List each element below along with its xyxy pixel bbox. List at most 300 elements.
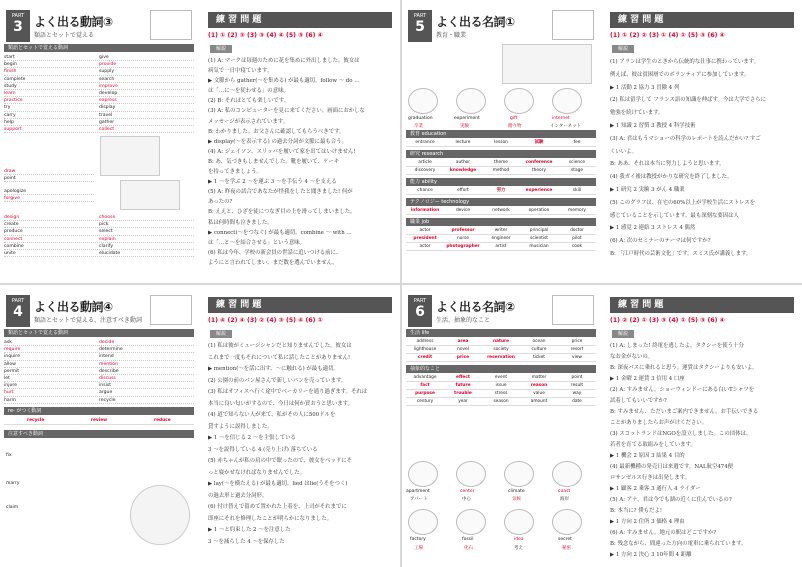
line: ▶ 1 〜を学ぶ 2 〜を運ぶ 3 〜を手伝う 4 〜を支える [208, 179, 337, 186]
line: 感じていることを示しています。最も深刻な要因は人 [610, 212, 739, 219]
table-row [406, 346, 596, 354]
table-row [406, 139, 596, 147]
word: lighthouse [413, 347, 437, 352]
word-row [4, 250, 194, 257]
section-header: 抽象的なこと [406, 365, 596, 373]
word: permit [4, 368, 20, 374]
exercise-page-part5 [602, 0, 802, 283]
word: provide [99, 62, 117, 68]
word: travel [99, 112, 113, 118]
part-number: 6 [415, 304, 425, 320]
word-list [4, 168, 94, 182]
word: point [4, 176, 16, 182]
word-row [4, 236, 194, 243]
word: fee [573, 140, 581, 145]
word-row [4, 175, 94, 182]
word: unite [4, 250, 16, 256]
illustration [100, 136, 160, 176]
vocab-page-part6 [402, 285, 602, 567]
word: try [4, 105, 11, 111]
word: describe [99, 368, 119, 374]
word: information [410, 208, 440, 213]
word: resort [570, 347, 584, 352]
caption: center [460, 489, 475, 494]
table-row [406, 227, 596, 235]
line: なお金がないの。 [610, 354, 653, 360]
word-list [4, 214, 194, 257]
study-checkbox[interactable] [552, 295, 594, 325]
line: (1) A: しまった! 終電を逃したよ。タクシーを使う十分 [610, 343, 744, 349]
line: ▶ connect(〜をつなぐ) が最も適切。combine 〜 with … [208, 229, 352, 236]
word: effect [456, 375, 470, 380]
explanation-text [610, 341, 796, 561]
word-table [4, 417, 194, 425]
word-row [4, 83, 194, 90]
word: writer [494, 228, 508, 233]
word-row [4, 188, 94, 195]
line: これまで一度もそれについて私に話したことがありません! [208, 354, 351, 361]
explanation-text [208, 341, 394, 548]
spread-part4 [0, 285, 400, 567]
line: ▶ display(〜を表示する) の過去分詞が文脈に最も合う。 [208, 138, 347, 145]
line: (3) 私はオフィスへ行く途中でベーカリーを通り過ぎます。それは [208, 389, 368, 395]
caption-translation: 中心 [462, 497, 471, 502]
word: date [572, 399, 582, 404]
line: 即座にそれを修理したことが明らかになりました。 [208, 515, 332, 522]
caption-translation: 化石 [464, 546, 473, 551]
line: (2) 私は留学して フランス語の知識を伸ばす。今は大学でさらに [610, 97, 767, 104]
word-row [4, 353, 194, 360]
word: apologize [4, 189, 27, 194]
caption: fossil [462, 537, 474, 542]
exercise-title: 練 習 問 題 [610, 297, 794, 313]
word: value [533, 391, 545, 396]
table-row [406, 338, 596, 346]
line: ロサンゼルス行きは出発します。 [610, 475, 690, 481]
word-row [4, 68, 194, 75]
word: engineer [491, 236, 511, 241]
section-header: 類語とセットで覚える動詞 [4, 44, 194, 52]
line: 病気で一日中寝ています。 [208, 68, 273, 75]
word-row [4, 361, 194, 368]
spread-part5 [402, 0, 802, 283]
part-label: PART [11, 13, 25, 19]
word: connect [4, 236, 23, 242]
illustration-thumb [408, 461, 438, 487]
word-row [4, 339, 194, 346]
section-header: 生活 life [406, 329, 596, 337]
illustration [120, 180, 180, 210]
word: display [99, 105, 116, 111]
illustration-thumb [456, 509, 486, 535]
line: 貸すように説得しました。 [208, 423, 273, 430]
word: society [493, 347, 509, 352]
caption: internet [552, 116, 570, 121]
word: explain [99, 236, 116, 242]
word: memory [568, 208, 586, 213]
word: ticket [533, 355, 545, 360]
caption: gift [510, 116, 518, 121]
line: ▶ 1 機会 2 原因 3 結果 4 目的 [610, 453, 685, 459]
word: 試験 [534, 140, 544, 145]
word: stage [571, 168, 583, 173]
word: clarify [99, 243, 114, 249]
word: fact [420, 383, 430, 388]
line: の過去形と過去分詞形。 [208, 492, 268, 499]
word: author [455, 160, 471, 165]
word: gather [99, 119, 115, 125]
word: produce [4, 229, 23, 235]
exercise-title: 練 習 問 題 [208, 297, 392, 313]
page-subtitle: 生活、抽象的なこと [436, 317, 491, 324]
illustration [130, 485, 190, 545]
word: doctor [570, 228, 584, 233]
word: cook [571, 244, 583, 249]
word: experience [525, 188, 553, 193]
line: ▶ lay(〜を横たえる) が最も適切。lied はlie(うそをつく) [208, 481, 348, 487]
spread-part6 [402, 285, 802, 567]
word: science [568, 160, 586, 165]
word: photographer [446, 244, 480, 249]
line: ようにと言われてしまい、まだ数を選んでいません。 [208, 259, 338, 266]
answer-row: (1) ① (2) ③ (3) ③ (4) ④ (5) ③ (6) ④ [208, 32, 323, 39]
word-row [4, 375, 194, 382]
illustration-thumb [552, 88, 582, 114]
page-title: よく出る動詞④ [34, 300, 113, 314]
word: area [457, 339, 469, 344]
word-row [4, 61, 194, 68]
word: support [4, 126, 22, 132]
line: (1) アランは学生のときから伝統的な仕事に携わっています。 [610, 59, 760, 65]
illustration-thumb [408, 509, 438, 535]
line: ▶ 1 〜を信じる 2 〜を主張している [208, 435, 296, 441]
line: (5) このグラフは、在宅の60%以上が学校生活にストレスを [610, 199, 756, 206]
table-row [406, 235, 596, 243]
caption-translation: 気候 [512, 497, 521, 502]
word: purpose [415, 391, 435, 396]
line: 若者を育てる取組みをしています。 [610, 442, 696, 448]
page-subtitle: 類語とセットで覚える、注意すべき動詞 [34, 317, 142, 324]
word: address [416, 339, 434, 344]
line: ▶ 1 活動 2 協力 3 冒険 4 列 [610, 84, 680, 91]
illustration-thumb [408, 88, 438, 114]
section-header: 類語とセットで覚える動詞 [4, 329, 194, 337]
word-row [4, 90, 194, 97]
word: entrance [415, 140, 435, 145]
line: B: 「江戸時代の芸術文化」です。スミス氏が講義します。 [610, 250, 752, 257]
line: (6) 私は今年、学校の新会員の世話に追いつける前に、 [208, 249, 342, 256]
line: (6) A: 次のセミナーのテーマは何ですか? [610, 238, 711, 245]
word: reservation [487, 355, 515, 360]
word: learn [4, 90, 16, 96]
word-row [4, 112, 194, 119]
page-title: よく出る動詞③ [34, 15, 113, 29]
word-table [406, 338, 596, 362]
word-row [4, 104, 194, 111]
section-header: re- がつく動詞 [4, 407, 194, 415]
line: ▶ 文脈から gather(〜を集める) が最も適切。follow 〜 do … [208, 78, 360, 85]
word: intend [99, 354, 114, 360]
page-subtitle: 類語とセットで覚える [34, 32, 95, 39]
line: B: すみません、ただいまご案内できません。お手伝いできる [610, 409, 759, 415]
illustration-thumb [504, 461, 534, 487]
explanation-label: 解説 [210, 330, 232, 338]
word: recycle [99, 397, 116, 403]
answer-row: (1) ① (2) ② (3) ① (4) ① (5) ③ (6) ④ [610, 32, 725, 39]
part-number: 4 [13, 304, 23, 320]
line: を持ってきましょう。 [208, 169, 262, 176]
answer-row: (1) ② (2) ① (3) ③ (4) ① (5) ③ (6) ④ [610, 317, 725, 324]
word-row [4, 368, 194, 375]
word-list [4, 188, 94, 202]
word: search [99, 76, 115, 82]
illustration [502, 44, 592, 84]
caption-translation: 工場 [414, 546, 423, 551]
explanation-label: 解説 [210, 45, 232, 53]
word-table [406, 207, 596, 215]
exercise-page-part3 [200, 0, 400, 283]
line: っと寝かせなければなりませんでした。 [208, 469, 306, 476]
table-row [406, 398, 596, 406]
word: combine [4, 243, 24, 249]
word: operation [528, 208, 550, 213]
line: (2) 公園の前のパン屋さんで新しいパンを売っています。 [208, 377, 347, 384]
word: culture [531, 347, 547, 352]
word: conference [525, 160, 553, 165]
word-table [406, 374, 596, 406]
caption-translation: インターネット [550, 124, 582, 129]
word-row [4, 243, 194, 250]
word: improve [99, 83, 118, 89]
word-table [406, 187, 596, 195]
table-row [406, 374, 596, 382]
word: issue [495, 383, 507, 388]
explanation-text [610, 56, 796, 261]
page-title: よく出る名詞② [436, 300, 515, 314]
word-row [4, 119, 194, 126]
line: 勉強を続けています。 [610, 110, 664, 117]
word: reduce [154, 418, 171, 423]
line: 私は何時間も泣きました。 [208, 219, 273, 226]
answer-row: (1) ④ (2) ④ (3) ② (4) ③ (5) ④ (6) ① [208, 317, 323, 324]
word: study [4, 83, 17, 89]
part-number: 3 [13, 19, 23, 35]
line: 3 〜を減らした 4 〜を保存した [208, 538, 285, 545]
line: 本当に良い匂いがするので、今日は何か買おうと思います。 [208, 400, 354, 407]
vocab-page-part4 [0, 285, 200, 567]
line: (4) 最新機種の発売日は来週です。NAL航空474便 [610, 464, 734, 470]
note-word: marry [6, 481, 20, 486]
word: discuss [99, 375, 116, 381]
word: begin [4, 62, 17, 68]
word: century [416, 399, 434, 404]
table-row [406, 167, 596, 175]
line: (4) A: ジェイソン、スリッパを履いて家を出てはいけません! [208, 148, 356, 155]
line: (2) A: すみません。ショーウィンドーにある白いTシャツを [610, 387, 755, 393]
line: (5) A: アナ、君は今でも湖の近くに住んでいるの? [610, 497, 732, 503]
word: help [4, 119, 14, 125]
word-row [4, 76, 194, 83]
caption: idea [514, 537, 524, 542]
exercise-title: 練 習 問 題 [610, 12, 794, 28]
section-header: 注意すべき動詞 [4, 430, 194, 438]
part-badge [6, 295, 30, 327]
part-badge [408, 10, 432, 42]
word: decide [99, 340, 115, 345]
line: ▶ 1 感覚 2 連絡 3 ストレス 4 偶然 [610, 225, 696, 232]
word-row [4, 346, 194, 353]
study-checkbox[interactable] [150, 295, 192, 325]
line: B: 残念ながら、間違った方向の電車に乗られています。 [610, 541, 747, 547]
line: (4) 道で知らない人が来て、私がその人に500ドルを [208, 412, 336, 418]
line: (5) A: 昨夜の試合であなたが怪我をしたと聞きました! 何が [208, 189, 353, 196]
word: credit [417, 355, 433, 360]
word-row [4, 54, 194, 61]
word: price [456, 355, 470, 360]
word: reason [530, 383, 548, 388]
word: principal [529, 228, 549, 233]
word: hurt [4, 390, 14, 396]
line: 試着してもいいですか? [610, 398, 667, 404]
spread-part3 [0, 0, 400, 283]
word: advantage [413, 375, 437, 380]
line: B: わかりました。お父さんに確認してもらうべきです。 [208, 128, 345, 135]
word: president [413, 236, 437, 241]
explanation-label: 解説 [612, 330, 634, 338]
word: choose [99, 215, 116, 220]
word: ocean [532, 339, 546, 344]
word: give [99, 55, 109, 60]
word: insist [99, 383, 112, 389]
word-row [4, 389, 194, 396]
word: supply [99, 69, 115, 75]
table-row [4, 417, 194, 425]
word-row [4, 382, 194, 389]
word: amount [530, 399, 548, 404]
word: recycle [27, 418, 45, 423]
word: pilot [572, 236, 582, 241]
explanation-label: 解説 [612, 45, 634, 53]
word: view [572, 355, 582, 360]
line: (3) A: 君はもうマショーの科学のレポートを読んだかい? すご [610, 135, 761, 142]
word-table [406, 139, 596, 147]
word: device [455, 208, 471, 213]
table-row [406, 382, 596, 390]
word: develop [99, 90, 118, 96]
word: elucidate [99, 250, 121, 256]
word: forgive [4, 196, 20, 202]
word-row [4, 228, 194, 235]
word: artist [495, 244, 507, 249]
part-badge [6, 10, 30, 42]
caption-translation: 卒業 [414, 124, 423, 129]
line: ▶ 1 〜と約束した 2 〜を注意した [208, 527, 291, 533]
word: method [492, 168, 510, 173]
note-word: fix [6, 453, 12, 458]
illustration-thumb [456, 88, 486, 114]
word: knowledge [449, 168, 477, 173]
table-row [406, 187, 596, 195]
word: complete [4, 76, 26, 82]
word: event [494, 375, 508, 380]
table-row [406, 243, 596, 251]
caption-translation: アパート [410, 497, 428, 502]
word: select [99, 229, 113, 235]
caption: secret [558, 537, 572, 542]
word: point [571, 375, 583, 380]
part-label: PART [413, 298, 427, 304]
word: harm [4, 397, 17, 403]
word: argue [99, 390, 113, 396]
word: nature [492, 339, 510, 344]
word: effort [457, 188, 469, 193]
caption-translation: 考え [514, 546, 523, 551]
word: 努力 [496, 188, 506, 193]
section-header: 職業 job [406, 218, 596, 226]
illustration-thumb [456, 461, 486, 487]
explanation-text [208, 56, 394, 268]
line: ▶ 1 金曜 2 運賃 3 信用 4 口座 [610, 376, 685, 382]
part-number: 5 [415, 19, 425, 35]
line: (1) 私は彼がミュージシャンだと知りませんでした。彼女は [208, 343, 352, 349]
word: nurse [456, 236, 470, 241]
vocab-page-part5 [402, 0, 602, 283]
word: scientist [530, 236, 548, 241]
word: price [571, 339, 583, 344]
word: create [4, 222, 19, 228]
part-label: PART [413, 13, 427, 19]
line: は「…に〜を従わせる」の意味。 [208, 88, 289, 95]
section-header: 教育 education [406, 130, 596, 138]
study-checkbox[interactable] [552, 10, 594, 40]
word: lesson [494, 140, 508, 145]
part-badge [408, 295, 432, 327]
word-row [4, 195, 94, 202]
word: actor [419, 228, 431, 233]
line: は「…と〜を結合させる」という意味。 [208, 239, 306, 246]
line: B: 本当に? 僕もだよ! [610, 508, 662, 514]
line: B: ええと、ひざを徒につなぎ目の上を滑ってしまいました。 [208, 209, 356, 216]
line: 例えば、彼は貧困層でのボランティアに参加しています。 [610, 71, 750, 78]
line: (4) 我ガイ後は教授がかりな研究を終了しました。 [610, 174, 733, 181]
caption: experiment [454, 116, 480, 121]
word: let [4, 375, 10, 381]
table-row [406, 390, 596, 398]
vocab-page-part3 [0, 0, 200, 283]
line: ▶ 1 方向 2 住所 3 価格 4 理由 [610, 519, 685, 525]
caption: apartment [406, 489, 430, 494]
caption: graduation [408, 116, 433, 121]
word: finish [4, 69, 17, 75]
word: injure [4, 383, 17, 389]
line: B: 深夜バスに乗れると思う。運賃はタクシーよりも安いよ。 [610, 365, 758, 371]
line: 3 〜を説得している 4 (売り上げ) 落ちている [208, 446, 318, 453]
line: ことがありましたらお声がけください。 [610, 420, 708, 426]
caption-translation: 実験 [460, 124, 469, 129]
word: collect [99, 126, 115, 132]
line: メッセージが表示されています。 [208, 118, 289, 125]
word-table [406, 159, 596, 175]
line: B: あ、気づきもしませんでした。靴を履いて、ケーキ [208, 158, 340, 165]
exercise-title: 練 習 問 題 [208, 12, 392, 28]
word: season [493, 399, 509, 404]
study-checkbox[interactable] [150, 10, 192, 40]
word: actor [419, 244, 431, 249]
line: B: ああ、それは本当に努力しようと思います。 [610, 161, 725, 168]
line: ▶ 1 知識 2 習慣 3 教授 4 科学技術 [610, 122, 696, 129]
word-row [4, 214, 194, 221]
page-subtitle: 教育・職業 [436, 32, 467, 39]
